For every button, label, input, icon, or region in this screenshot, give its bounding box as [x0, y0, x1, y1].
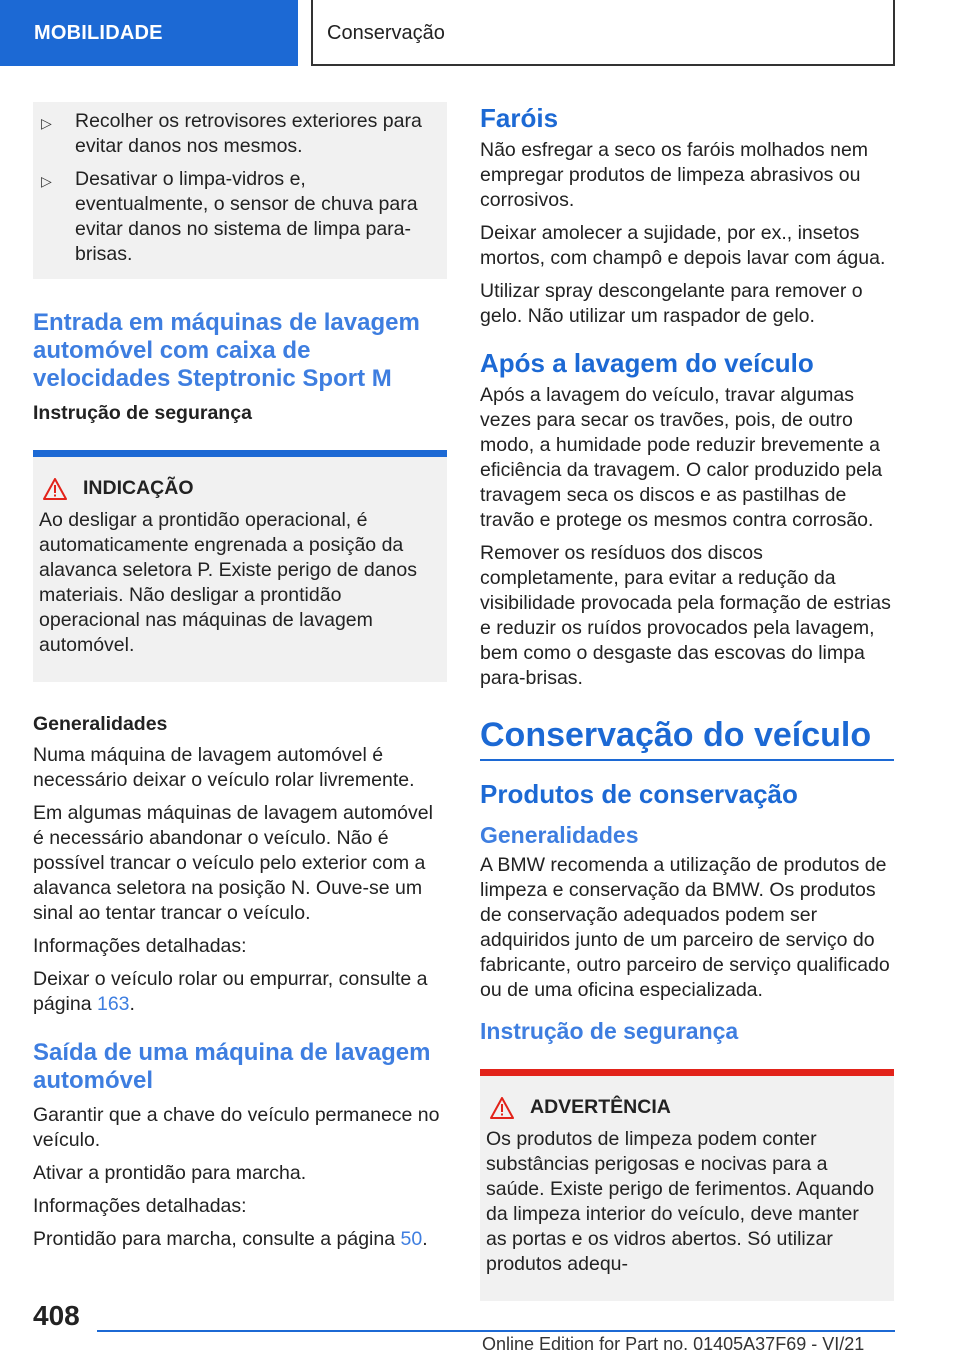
- list-item: ▷ Recolher os retrovisores exteriores para evitar danos nos mesmos.: [41, 110, 422, 157]
- warning-title: ADVERTÊNCIA: [530, 1096, 671, 1118]
- paragraph: Em algumas máquinas de lavagem automóvel é necessário abandonar o veículo. Não é possível trancar o veículo pelo exterior com a alavanca seletora na posição N. Ouve-se um sinal ao tentar trancar o veículo.: [33, 802, 433, 924]
- exit-heading: Saída de uma máquina de lavagem automóvel: [33, 1039, 431, 1094]
- paragraph: A BMW recomenda a utilização de produtos de limpeza e conservação da BMW. Os produtos de conservação adequados podem ser adquiridos junto de um parceiro de serviço do fabricante, outro parceiro de serviço qualificado ou de uma oficina especializada.: [480, 854, 890, 1001]
- paragraph: Ativar a prontidão para marcha.: [33, 1162, 307, 1184]
- paragraph: Prontidão para marcha, consulte a página 50.: [33, 1228, 428, 1250]
- paragraph: Garantir que a chave do veículo permanece no veículo.: [33, 1104, 440, 1151]
- chapter-tab: Conservação: [311, 0, 895, 66]
- left-column: [33, 102, 447, 1260]
- notice-box: [33, 450, 447, 682]
- triangle-bullet-icon: ▷: [41, 173, 52, 189]
- warning-triangle-icon: [43, 478, 67, 500]
- general-heading: Generalidades: [480, 822, 639, 848]
- care-products-heading: Produtos de conservação: [480, 779, 798, 809]
- edition-note: Online Edition for Part no. 01405A37F69 - VI/21: [482, 1334, 865, 1354]
- general-heading: Generalidades: [33, 713, 168, 735]
- paragraph: Após a lavagem do veículo, travar algumas vezes para secar os travões, pois, de outro modo, a humidade pode reduzir brevemente a eficiência da travagem. O calor produzido pela travagem seca os discos e as pastilhas de travão e protege os mesmos contra corrosão.: [480, 384, 883, 531]
- section-tab: MOBILIDADE: [0, 0, 298, 66]
- paragraph: Numa máquina de lavagem automóvel é necessário deixar o veículo rolar livremente.: [33, 744, 415, 791]
- triangle-bullet-icon: ▷: [41, 115, 52, 131]
- safety-heading: Instrução de segurança: [480, 1018, 739, 1044]
- details-label: Informações detalhadas:: [33, 1195, 247, 1217]
- notice-text: Ao desligar a prontidão operacional, é automaticamente engrenada a posição da alavanca seletora P. Existe perigo de danos materiais. Não desligar a prontidão operacional nas máquinas de lavagem automóvel.: [39, 509, 417, 656]
- headlights-heading: Faróis: [480, 103, 559, 133]
- safety-heading: Instrução de segurança: [33, 402, 252, 424]
- page-number: 408: [33, 1300, 80, 1331]
- paragraph: Utilizar spray descongelante para remover o gelo. Não utilizar um raspador de gelo.: [480, 280, 863, 327]
- list-item: ▷ Desativar o limpa-vidros e, eventualmente, o sensor de chuva para evitar danos no sistema de limpa para-brisas.: [41, 168, 418, 265]
- footer-divider: [97, 1330, 895, 1332]
- entry-heading: Entrada em máquinas de lavagem automóvel com caixa de velocidades Steptronic Sport M: [33, 309, 420, 392]
- warning-box: [480, 1069, 894, 1301]
- notice-title: INDICAÇÃO: [83, 477, 194, 499]
- warning-triangle-icon: [490, 1097, 514, 1119]
- after-wash-heading: Após a lavagem do veículo: [480, 348, 814, 378]
- paragraph: Não esfregar a seco os faróis molhados nem empregar produtos de limpeza abrasivos ou corrosivos.: [480, 139, 869, 211]
- page-link-163[interactable]: 163: [96, 993, 130, 1015]
- paragraph: Remover os resíduos dos discos completamente, para evitar a redução da visibilidade provocada pela formação de estrias e reduzir os ruídos provocados pela lavagem, bem como o desgaste das escovas do limpa para-brisas.: [480, 542, 891, 689]
- preparation-list: [33, 102, 447, 279]
- right-column: [480, 102, 894, 1331]
- paragraph: Deixar o veículo rolar ou empurrar, consulte a página 163.: [33, 968, 428, 1015]
- page-link-50[interactable]: 50: [400, 1228, 423, 1250]
- details-label: Informações detalhadas:: [33, 935, 247, 957]
- warning-text: Os produtos de limpeza podem conter substâncias perigosas e nocivas para a saúde. Existe perigo de ferimentos. Aquando da limpeza interior do veículo, deve manter as portas e os vidros abertos. Só utilizar produtos adequ-: [486, 1128, 875, 1275]
- vehicle-care-heading: Conservação do veículo: [480, 715, 894, 761]
- paragraph: Deixar amolecer a sujidade, por ex., insetos mortos, com champô e depois lavar com água.: [480, 222, 886, 269]
